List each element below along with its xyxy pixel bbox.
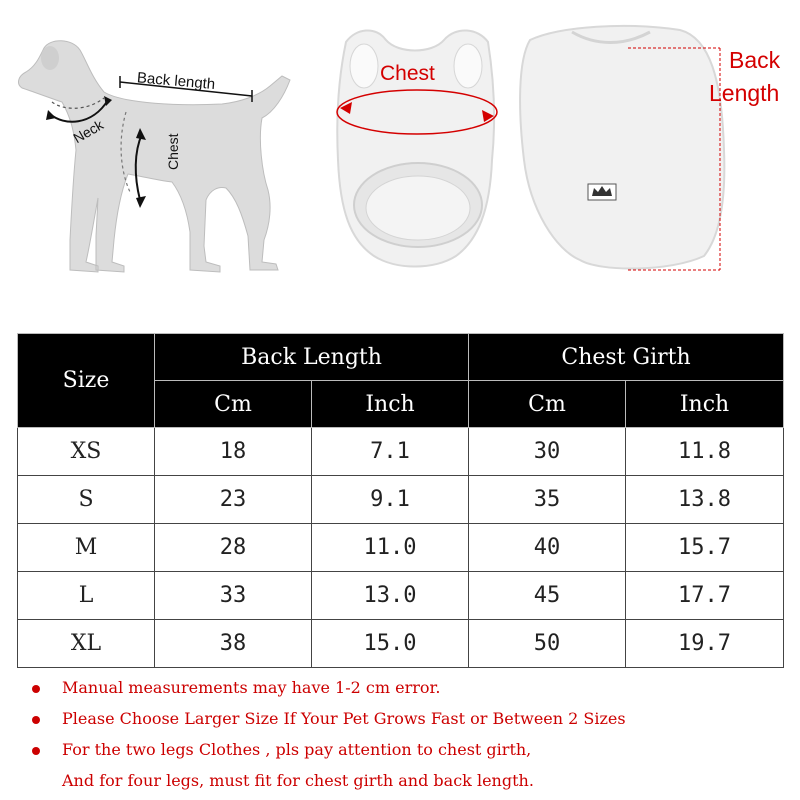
- size-cell: S: [18, 476, 155, 524]
- chest-cm-cell: 40: [469, 524, 626, 572]
- chest-label-sweater: Chest: [380, 62, 435, 85]
- table-row: [18, 524, 784, 572]
- table-row: [18, 476, 784, 524]
- note-text: And for four legs, must fit for chest girth and back length.: [62, 771, 534, 790]
- chest-cm-cell: 45: [469, 572, 626, 620]
- illustration-area: [0, 0, 800, 300]
- back-length-label: Back length: [136, 69, 216, 94]
- back-cm-cell: 38: [155, 620, 312, 668]
- illustration-svg: [0, 0, 800, 300]
- header-back-length: Back Length: [155, 334, 469, 381]
- back-inch-cell: 13.0: [312, 572, 469, 620]
- chest-inch-cell: 19.7: [626, 620, 784, 668]
- back-inch-cell: 7.1: [312, 428, 469, 476]
- sweater-back: [520, 26, 724, 269]
- size-cell: M: [18, 524, 155, 572]
- back-inch-cell: 15.0: [312, 620, 469, 668]
- neck-arrowhead-left: [46, 110, 56, 120]
- bullet-dot-icon: [32, 747, 40, 755]
- size-cell: XS: [18, 428, 155, 476]
- chest-cm-cell: 30: [469, 428, 626, 476]
- back-cm-cell: 28: [155, 524, 312, 572]
- note-text: Manual measurements may have 1-2 cm error.: [62, 678, 441, 697]
- chest-inch-cell: 11.8: [626, 428, 784, 476]
- neck-label: Neck: [70, 116, 107, 147]
- note-item-continued: [28, 767, 788, 798]
- table-row: [18, 572, 784, 620]
- table-row: [18, 428, 784, 476]
- bullet-dot-icon: [32, 685, 40, 693]
- header-chest-girth: Chest Girth: [469, 334, 784, 381]
- chest-inch-cell: 17.7: [626, 572, 784, 620]
- chest-label-dog: Chest: [165, 133, 181, 170]
- header-back-inch: Inch: [312, 381, 469, 428]
- note-text: For the two legs Clothes , pls pay attention to chest girth,: [62, 740, 532, 759]
- header-size: Size: [18, 334, 155, 428]
- chest-cm-cell: 50: [469, 620, 626, 668]
- back-cm-cell: 18: [155, 428, 312, 476]
- back-label-line2: Length: [709, 80, 780, 106]
- note-item: [28, 674, 788, 705]
- note-item: [28, 736, 788, 767]
- chest-inch-cell: 13.8: [626, 476, 784, 524]
- header-chest-cm: Cm: [469, 381, 626, 428]
- back-inch-cell: 9.1: [312, 476, 469, 524]
- bullet-dot-icon: [32, 716, 40, 724]
- chest-inch-cell: 15.7: [626, 524, 784, 572]
- header-chest-inch: Inch: [626, 381, 784, 428]
- back-label-line1: Back: [729, 47, 781, 73]
- back-inch-cell: 11.0: [312, 524, 469, 572]
- back-cm-cell: 33: [155, 572, 312, 620]
- size-cell: XL: [18, 620, 155, 668]
- notes-list: [28, 674, 788, 798]
- chest-cm-cell: 35: [469, 476, 626, 524]
- note-item: [28, 705, 788, 736]
- back-cm-cell: 23: [155, 476, 312, 524]
- table-row: [18, 620, 784, 668]
- note-text: Please Choose Larger Size If Your Pet Grows Fast or Between 2 Sizes: [62, 709, 626, 728]
- size-cell: L: [18, 572, 155, 620]
- size-chart-table: [17, 333, 784, 668]
- header-back-cm: Cm: [155, 381, 312, 428]
